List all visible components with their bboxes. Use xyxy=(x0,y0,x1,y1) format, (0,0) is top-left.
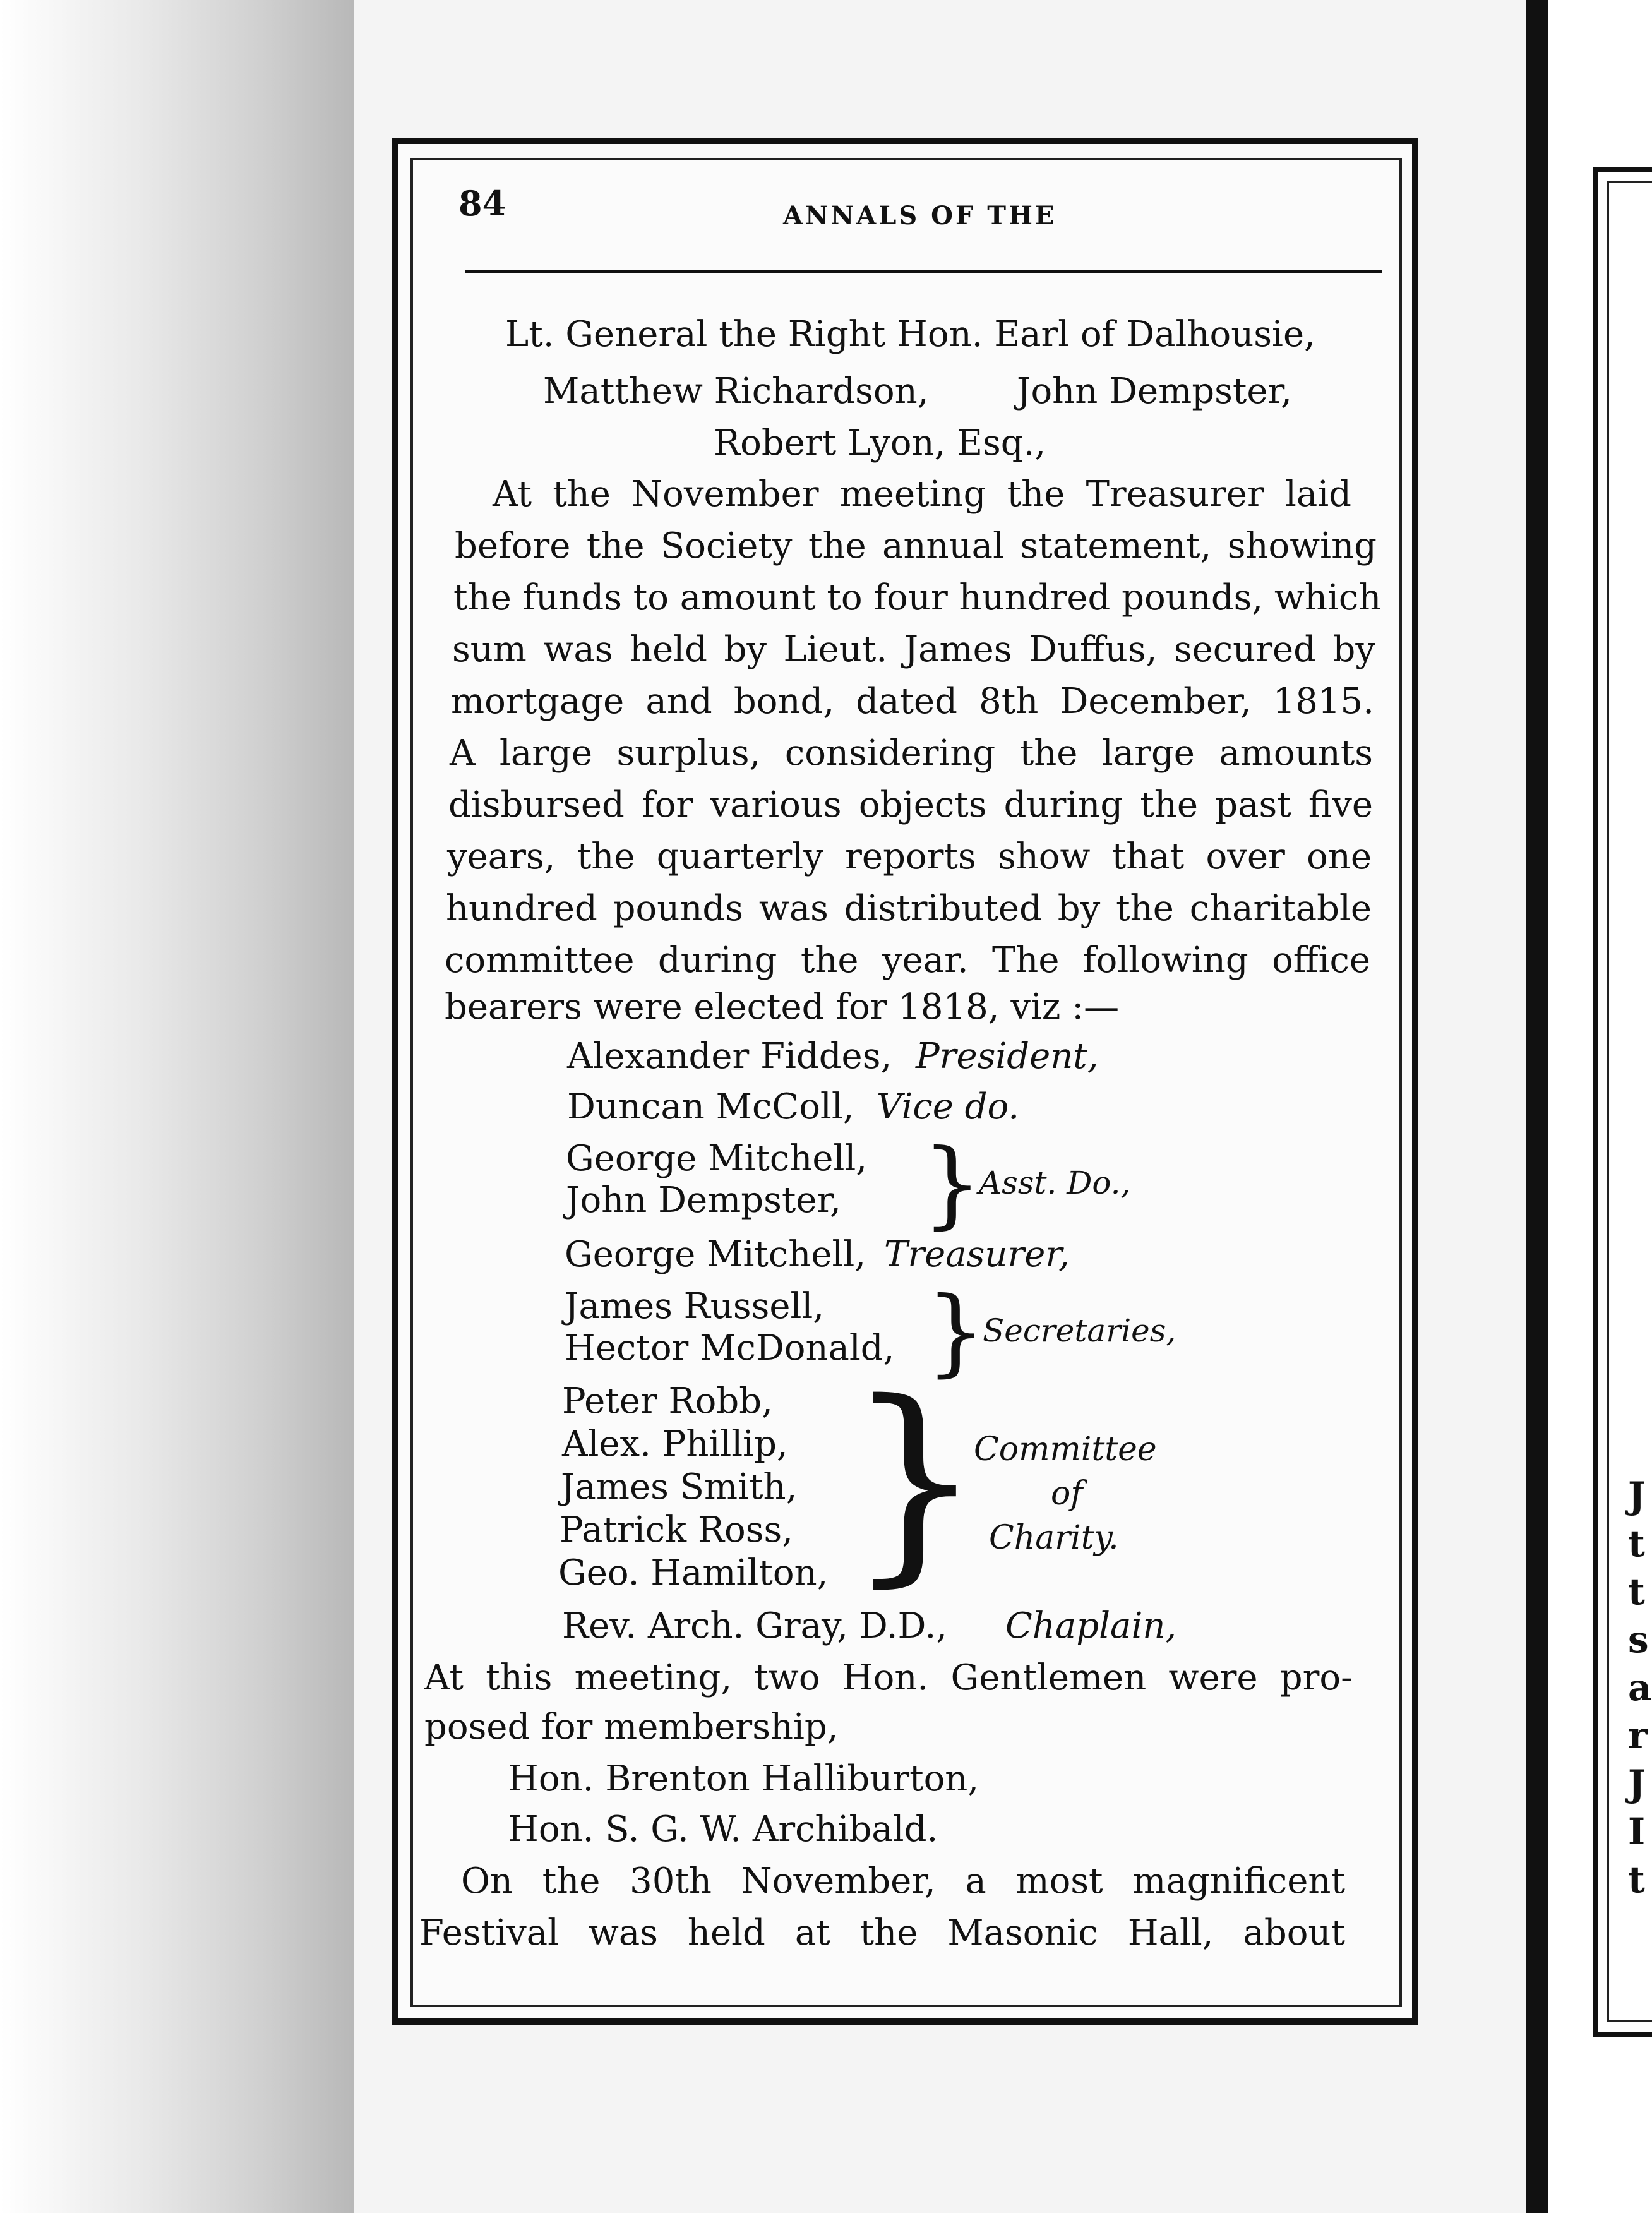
officer-name: Peter Robb, xyxy=(562,1381,773,1422)
paragraph-line: the funds to amount to four hundred pounds, which xyxy=(453,577,1382,618)
header-rule xyxy=(465,270,1382,273)
committee-title: Committee xyxy=(974,1430,1157,1468)
book-spine xyxy=(1526,0,1548,2213)
text-line: Robert Lyon, Esq., xyxy=(714,423,1046,464)
facing-fragment: J xyxy=(1628,1762,1646,1805)
paragraph-line: disbursed for various objects during the past five xyxy=(448,784,1373,825)
member-line: Hon. S. G. W. Archibald. xyxy=(508,1809,938,1850)
paragraph-line: hundred pounds was distributed by the charitable xyxy=(446,888,1372,929)
paragraph-line: before the Society the annual statement, showing xyxy=(455,525,1377,567)
officer-name: George Mitchell, xyxy=(566,1138,868,1179)
committee-title: Charity. xyxy=(989,1519,1119,1557)
facing-fragment: J xyxy=(1628,1474,1646,1517)
officer-name: Duncan McColl, xyxy=(567,1086,854,1127)
paragraph-line: Festival was held at the Masonic Hall, about xyxy=(419,1912,1345,1953)
officer-name: Alex. Phillip, xyxy=(562,1424,788,1465)
facing-fragment: I xyxy=(1628,1810,1646,1853)
facing-fragment: s xyxy=(1628,1618,1649,1661)
officer-name: John Dempster, xyxy=(566,1180,841,1221)
facing-fragment: a xyxy=(1628,1666,1652,1709)
text-line: John Dempster, xyxy=(1017,371,1292,412)
officer-name: Alexander Fiddes, xyxy=(567,1036,892,1077)
paragraph-line: A large surplus, considering the large amounts xyxy=(450,733,1373,774)
committee-title: of xyxy=(1051,1475,1083,1513)
member-line: Hon. Brenton Halliburton, xyxy=(508,1758,979,1799)
officer-name: Rev. Arch. Gray, D.D., xyxy=(562,1605,948,1646)
officer-name: James Smith, xyxy=(561,1466,798,1508)
facing-fragment: r xyxy=(1628,1714,1648,1757)
officer-name: James Russell, xyxy=(565,1286,825,1327)
book-gutter-shadow xyxy=(0,0,354,2213)
page-number: 84 xyxy=(458,183,506,224)
brace-right: } xyxy=(846,1356,983,1606)
text-line: Lt. General the Right Hon. Earl of Dalhousie, xyxy=(505,314,1315,355)
facing-fragment: t xyxy=(1628,1858,1645,1901)
officer-name: George Mitchell, xyxy=(565,1234,866,1275)
paragraph-line: On the 30th November, a most magnificent xyxy=(461,1861,1345,1902)
officer-title: President, xyxy=(916,1036,1099,1077)
officer-name: Geo. Hamilton, xyxy=(558,1552,829,1593)
brace-right: } xyxy=(922,1129,983,1239)
officer-title: Treasurer, xyxy=(884,1234,1070,1275)
officer-title: Vice do. xyxy=(877,1086,1020,1127)
facing-fragment: t xyxy=(1628,1522,1645,1565)
paragraph-line: years, the quarterly reports show that over one xyxy=(447,836,1372,877)
text-line: Matthew Richardson, xyxy=(543,371,929,412)
paragraph-line: At the November meeting the Treasurer laid xyxy=(493,474,1351,515)
officer-title: Chaplain, xyxy=(1005,1605,1177,1646)
paragraph-line: committee during the year. The following office xyxy=(445,940,1370,981)
running-head: ANNALS OF THE xyxy=(783,201,1057,231)
brace-right: } xyxy=(926,1277,986,1387)
facing-fragment: t xyxy=(1628,1570,1645,1613)
paragraph-line: sum was held by Lieut. James Duffus, secured by xyxy=(452,629,1375,670)
facing-page-fragments xyxy=(1628,1472,1652,1904)
officer-title: Asst. Do., xyxy=(979,1165,1131,1201)
officer-title: Secretaries, xyxy=(983,1312,1176,1349)
paragraph-line: mortgage and bond, dated 8th December, 1815. xyxy=(451,681,1374,722)
paragraph-line: posed for membership, xyxy=(424,1706,839,1748)
officer-name: Hector McDonald, xyxy=(565,1328,895,1369)
officer-name: Patrick Ross, xyxy=(560,1509,793,1550)
paragraph-line: bearers were elected for 1818, viz :— xyxy=(445,987,1120,1028)
paragraph-line: At this meeting, two Hon. Gentlemen were pro- xyxy=(424,1657,1353,1698)
